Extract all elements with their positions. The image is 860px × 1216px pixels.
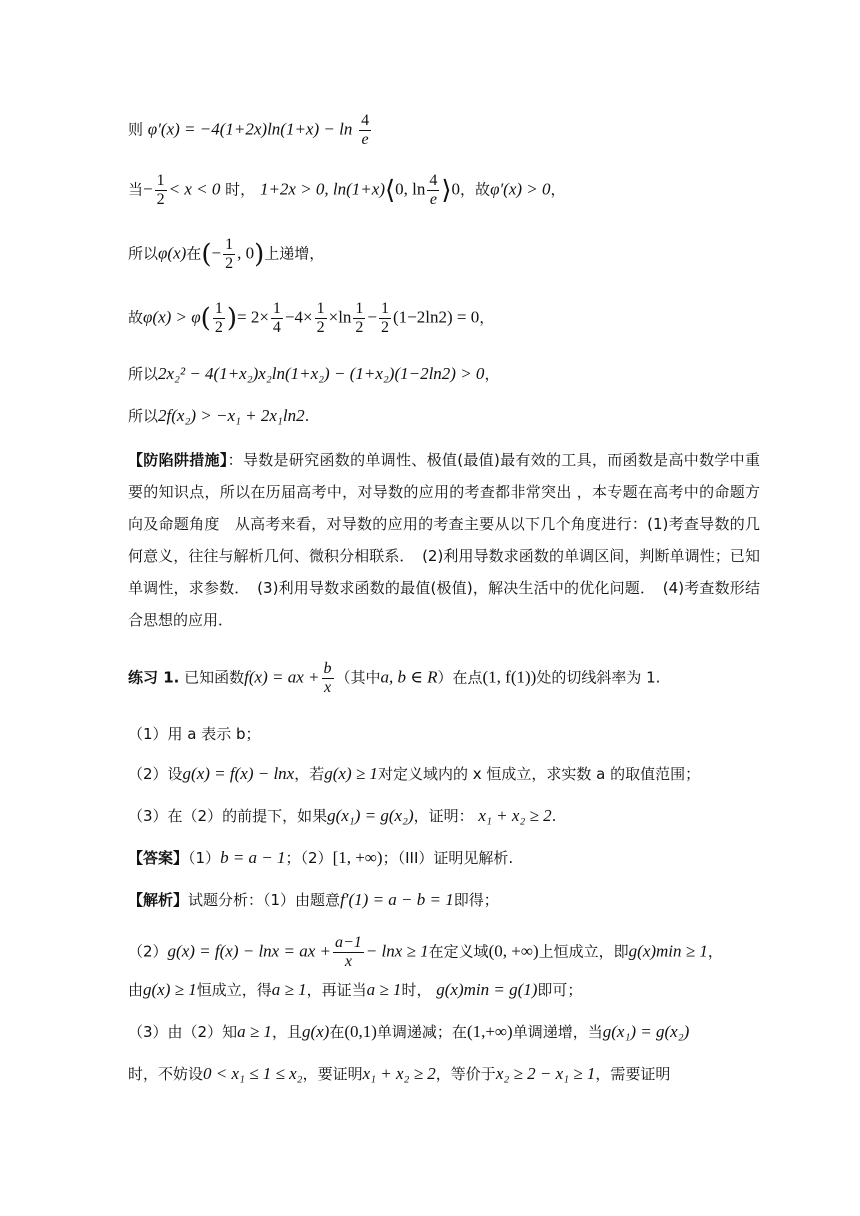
math-expression: −4× [284,307,313,327]
math-expression: (0,1) [344,1022,377,1041]
text: 由 [128,981,144,999]
analysis-line-4 [128,1022,760,1042]
analysis-line-2 [128,934,760,971]
fraction [155,172,167,209]
conclusion-line-2 [128,406,760,426]
question-1 [128,724,760,744]
text: ，要证明 [302,1065,363,1083]
text: ）在点 [437,668,483,687]
text: 试题分析：（1）由题意 [188,891,341,909]
text: （1） [188,849,221,867]
fraction-numerator: 4 [361,112,370,129]
fraction-numerator: 1 [381,300,390,317]
exercise-statement [128,660,760,697]
fraction [427,172,439,209]
fraction-numerator: 1 [272,300,281,317]
text: （2）设 [128,765,183,783]
trap-paragraph [128,444,760,636]
fraction-numerator: 1 [156,172,165,189]
math-expression: (0, +∞) [488,941,539,961]
math-expression: g(x₁) = g(x₂) [327,806,414,825]
analysis-label: 【解析】 [128,891,189,909]
math-expression: a ≥ 1 [271,980,307,999]
math-expression: , 0 [237,243,255,263]
text: 即可； [537,981,583,999]
fraction-denominator: 2 [214,319,223,336]
fraction-denominator: 4 [272,319,281,336]
fraction-numerator: b [323,660,332,677]
fraction-denominator: e [361,131,369,148]
text: ， [550,180,566,199]
math-expression: x₁ + x₂ ≥ 2 [362,1064,436,1083]
fraction-denominator: e [429,191,437,208]
condition-line: 当− $\frac{1}{2}$ < x < 0 时， 1+2x > 0, ln(1+x)⟨0, ln $\frac{4}{e}$ ⟩0，故φ′(x) > 0， [128,172,566,208]
math-expression: b = a − 1 [220,848,286,867]
math-expression: − [211,243,222,263]
math-expression: (1, f(1)) [482,667,537,687]
answer-label: 【答案】 [128,849,189,867]
text: ；（2） [285,849,333,867]
fraction-numerator: a−1 [334,934,362,951]
question-2 [128,764,760,784]
math-expression: g(x) [301,1022,330,1041]
text: 所以 [128,365,159,383]
fraction [353,300,365,337]
math-expression: φ(x) [158,243,187,263]
analysis-line-3 [128,980,760,1000]
math-expression: g(x)min = g(1) [436,980,538,999]
text: 时， [401,981,432,999]
text: ；（III）证明见解析. [382,849,514,867]
math-expression: x₁ + x₂ ≥ 2 [478,806,552,825]
text: 在定义域 [428,942,489,961]
derivative-line [128,112,760,149]
text: ，且 [271,1023,302,1041]
math-expression: < x < 0 [168,179,221,199]
answer-line [128,848,760,868]
text: 所以 [128,244,159,263]
math-expression: g(x₁) = g(x₂) [602,1022,690,1041]
math-expression: [1, +∞) [332,848,383,867]
text: ，再证当 [306,981,367,999]
math-expression: φ′(x) = −4(1+2x)ln(1+x) − ln [147,119,353,139]
math-expression: − [143,179,153,199]
fraction-numerator: 4 [429,172,438,189]
text: （3）在（2）的前提下，如果 [128,807,328,825]
math-expression: 2x₂² − 4(1+x₂)x₂ln(1+x₂) − (1+x₂)(1−2ln2) > 0 [158,364,485,383]
math-expression: 1+2x > 0, ln(1+x) [259,179,385,199]
fraction-numerator: 1 [225,236,234,253]
fraction-denominator: 2 [225,255,234,272]
math-expression: ×ln [328,307,352,327]
math-expression: g(x) = f(x) − lnx = ax + [167,941,331,961]
text: 故 [128,308,144,327]
text: 在 [329,1023,345,1041]
exercise-label: 练习 1. [128,668,180,687]
math-expression: − lnx ≥ 1 [365,941,429,961]
paragraph-text: ：导数是研究函数的单调性、极值(最值)最有效的工具，而函数是高中数学中重要的知识点，所以在历届高考中，对导数的应用的考查都非常突出 ，本专题在高考中的命题方向及命题角度 从高考来看，对导数的应用的考查主要从以下几个角度进行：(1)考查导数的几何意义，往往与解析几何、微积分相联系． (2)利用导数求函数的单调区间，判断单调性；已知单调性，求参数． (3)利用导数求函数的最值(极值)，解决生活中的优化问题． (4)考查数形结合思想的应用． [128,451,760,629]
fraction-denominator: 2 [316,319,325,336]
fraction [223,236,235,273]
fraction-numerator: 1 [316,300,325,317]
analysis-line-1 [128,890,760,910]
math-expression: a ≥ 1 [366,980,402,999]
math-expression: 0 < x₁ ≤ 1 ≤ x₂ [203,1064,303,1083]
fraction-denominator: 2 [381,319,390,336]
fraction [359,112,371,149]
text: ，等价于 [435,1065,496,1083]
math-expression: − [367,307,378,327]
fraction-denominator: x [323,679,332,696]
math-expression: g(x) ≥ 1 [143,980,197,999]
analysis-line-5 [128,1064,760,1084]
fraction [379,300,391,337]
fraction-denominator: 2 [156,191,165,208]
question-text: （1）用 a 表示 b； [128,725,261,743]
math-expression: f′(1) = a − b = 1 [340,890,454,909]
section-heading: 【防陷阱措施】 [128,451,228,469]
math-expression: f(x) = ax + [244,667,320,687]
text: ，若 [294,765,325,783]
text: . [304,407,310,425]
text: 则 [128,120,144,139]
text: 所以 [128,407,159,425]
text: ， [707,942,723,961]
text: 上递增， [264,244,325,263]
math-expression: 2f(x₂) > −x₁ + 2x₁ln2 [158,406,305,425]
math-expression: φ(x) > φ [143,307,201,327]
text: ，证明： [413,807,474,825]
text: （2） [128,942,168,961]
math-expression: g(x) ≥ 1 [324,764,378,783]
math-expression: (1,+∞) [466,1022,513,1041]
monotonic-line: 所以φ(x)在(− $\frac{1}{2}$ , 0)上递增， [128,236,325,272]
fraction-denominator: x [344,953,352,970]
text: 单调递增，当 [512,1023,603,1041]
text: （其中 [335,668,381,687]
fraction [322,660,334,697]
fraction [315,300,327,337]
question-3 [128,806,760,826]
text: 时， [225,180,256,199]
math-expression: a ≥ 1 [237,1022,272,1041]
text: 对定义域内的 x 恒成立，求实数 a 的取值范围； [377,765,701,783]
text: 恒成立，得 [196,981,272,999]
math-expression: x₂ ≥ 2 − x₁ ≥ 1 [495,1064,596,1083]
fraction [333,934,364,971]
text: 已知函数 [184,668,245,687]
fraction [213,300,225,337]
text: 单调递减；在 [376,1023,467,1041]
math-expression: a, b ∈ R [380,667,438,687]
conclusion-line-1 [128,364,760,384]
fraction-denominator: 2 [355,319,364,336]
fraction [271,300,283,337]
text: 当 [128,180,144,199]
text: （3）由（2）知 [128,1023,238,1041]
text: ， [479,308,495,327]
text: ，需要证明 [595,1065,671,1083]
text: 处的切线斜率为 1. [536,668,661,687]
text: 在 [186,244,202,263]
text: ， [484,365,500,383]
math-expression: φ′(x) > 0 [490,179,551,199]
inequality-line: 故φ(x) > φ( $\frac{1}{2}$ )= 2× $\frac{1}{4}$ −4× $\frac{1}{2}$ ×ln $\frac{1}{2}$ − $\frac{1}{2}$ (1−2ln2) = 0， [128,300,495,336]
math-expression: (1−2ln2) = 0 [393,307,480,327]
text: 上恒成立，即 [538,942,629,961]
text: 即得； [453,891,499,909]
math-expression: g(x)min ≥ 1 [628,941,708,961]
fraction-numerator: 1 [355,300,364,317]
math-expression: = 2× [236,307,269,327]
math-expression: g(x) = f(x) − lnx [182,764,295,783]
text: 时，不妨设 [128,1065,204,1083]
text: . [551,807,557,825]
math-expression: 0, ln [395,179,426,199]
text: ，故 [460,180,491,199]
fraction-numerator: 1 [214,300,223,317]
math-expression: 0 [451,179,461,199]
